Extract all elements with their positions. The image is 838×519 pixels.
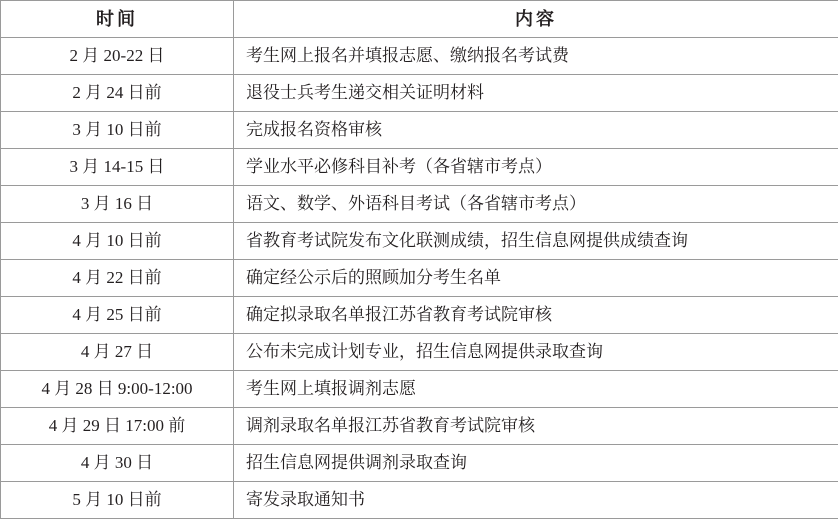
row-content: 确定经公示后的照顾加分考生名单 [234, 260, 838, 297]
row-time: 4 月 22 日前 [1, 260, 234, 297]
table-row [1, 482, 838, 519]
row-content: 省教育考试院发布文化联测成绩，招生信息网提供成绩查询 [234, 223, 838, 260]
table-row [1, 75, 838, 112]
row-content: 语文、数学、外语科目考试（各省辖市考点） [234, 186, 838, 223]
table-row [1, 408, 838, 445]
table-row [1, 223, 838, 260]
table-row [1, 112, 838, 149]
row-time: 2 月 24 日前 [1, 75, 234, 112]
table-row [1, 186, 838, 223]
row-content: 完成报名资格审核 [234, 112, 838, 149]
column-header-content: 内容 [234, 1, 838, 38]
column-header-time: 时间 [1, 1, 234, 38]
table-row [1, 260, 838, 297]
row-time: 4 月 27 日 [1, 334, 234, 371]
row-time: 4 月 28 日 9:00-12:00 [1, 371, 234, 408]
table-header-row [1, 1, 838, 38]
row-content: 寄发录取通知书 [234, 482, 838, 519]
row-time: 4 月 29 日 17:00 前 [1, 408, 234, 445]
row-time: 4 月 25 日前 [1, 297, 234, 334]
row-time: 4 月 10 日前 [1, 223, 234, 260]
table-row [1, 149, 838, 186]
row-time: 5 月 10 日前 [1, 482, 234, 519]
row-time: 3 月 14-15 日 [1, 149, 234, 186]
row-content: 退役士兵考生递交相关证明材料 [234, 75, 838, 112]
row-content: 考生网上填报调剂志愿 [234, 371, 838, 408]
row-time: 2 月 20-22 日 [1, 38, 234, 75]
row-time: 3 月 16 日 [1, 186, 234, 223]
row-time: 3 月 10 日前 [1, 112, 234, 149]
row-content: 招生信息网提供调剂录取查询 [234, 445, 838, 482]
row-time: 4 月 30 日 [1, 445, 234, 482]
row-content: 确定拟录取名单报江苏省教育考试院审核 [234, 297, 838, 334]
table-row [1, 371, 838, 408]
table-row [1, 297, 838, 334]
row-content: 公布未完成计划专业，招生信息网提供录取查询 [234, 334, 838, 371]
row-content: 调剂录取名单报江苏省教育考试院审核 [234, 408, 838, 445]
row-content: 学业水平必修科目补考（各省辖市考点） [234, 149, 838, 186]
table-row [1, 38, 838, 75]
row-content: 考生网上报名并填报志愿、缴纳报名考试费 [234, 38, 838, 75]
table-row [1, 445, 838, 482]
table-row [1, 334, 838, 371]
